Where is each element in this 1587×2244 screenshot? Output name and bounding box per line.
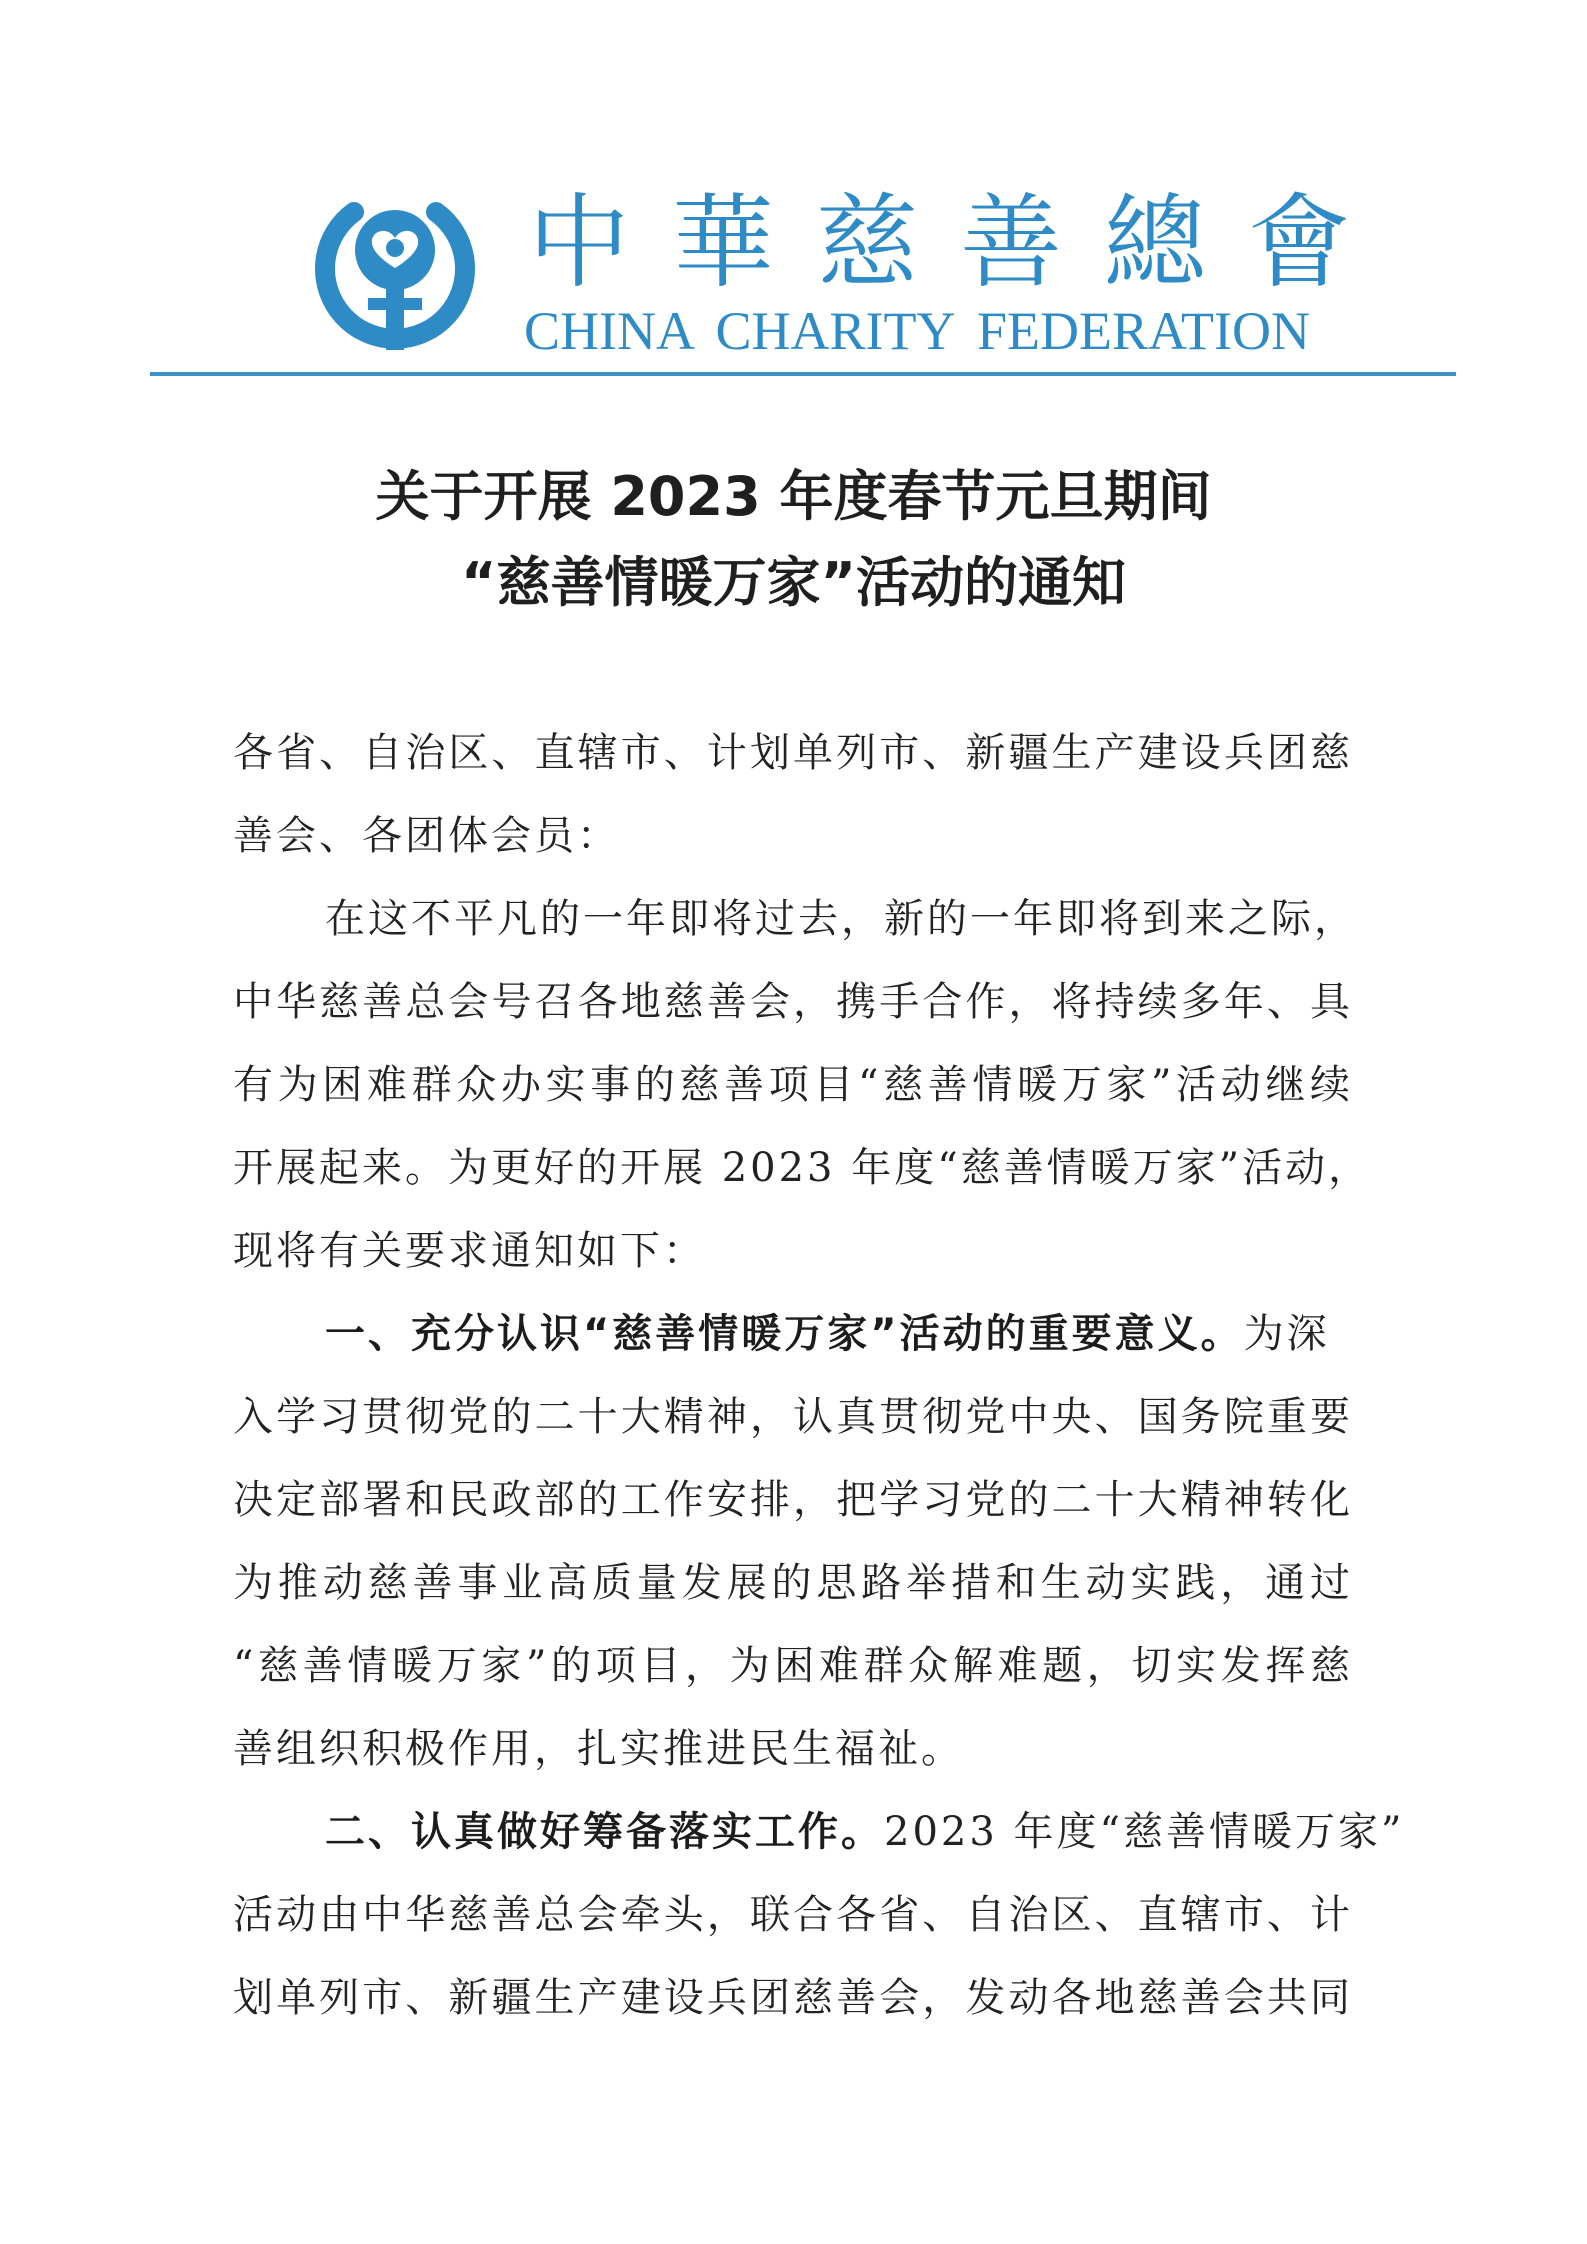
- section-1-first-line: [233, 1293, 1353, 1376]
- document-title-line1: 关于开展 2023 年度春节元旦期间: [375, 465, 1212, 528]
- paragraph-line: 活动由中华慈善总会牵头，联合各省、自治区、直辖市、计: [233, 1892, 1353, 1938]
- paragraph-line: 中华慈善总会号召各地慈善会，携手合作，将持续多年、具: [233, 979, 1353, 1025]
- section-2-heading: 二、认真做好筹备落实工作。: [325, 1809, 884, 1855]
- document-body: [233, 712, 1405, 2040]
- salutation-line: 各省、自治区、直辖市、计划单列市、新疆生产建设兵团慈: [233, 730, 1353, 776]
- section-1-heading: 一、充分认识“慈善情暖万家”活动的重要意义。: [325, 1311, 1244, 1357]
- paragraph-line: 为推动慈善事业高质量发展的思路举措和生动实践，通过: [233, 1560, 1353, 1606]
- section-2-first-line: [233, 1791, 1405, 1874]
- paragraph-line: 有为困难群众办实事的慈善项目“慈善情暖万家”活动继续: [233, 1062, 1353, 1108]
- section-2-text: 2023 年度“慈善情暖万家”: [884, 1809, 1405, 1855]
- paragraph-line: 划单列市、新疆生产建设兵团慈善会，发动各地慈善会共同: [233, 1975, 1353, 2021]
- paragraph-line: 善组织积极作用，扎实推进民生福祉。: [233, 1726, 964, 1772]
- document-title-line2: “慈善情暖万家”活动的通知: [461, 551, 1126, 614]
- letterhead-divider: [150, 372, 1456, 376]
- paragraph-line: 开展起来。为更好的开展 2023 年度“慈善情暖万家”活动，: [233, 1145, 1372, 1191]
- salutation-line: 善会、各团体会员：: [233, 813, 620, 859]
- org-name-cn: 中華慈善總會: [528, 184, 1392, 303]
- heart-charity-logo-icon: [310, 186, 480, 358]
- letterhead: [0, 0, 1587, 400]
- paragraph-line: 在这不平凡的一年即将过去，新的一年即将到来之际，: [325, 896, 1357, 942]
- paragraph-line: “慈善情暖万家”的项目，为困难群众解难题，切实发挥慈: [233, 1643, 1353, 1689]
- org-name-en: CHINA CHARITY FEDERATION: [524, 301, 1310, 361]
- paragraph-line: 入学习贯彻党的二十大精神，认真贯彻党中央、国务院重要: [233, 1394, 1353, 1440]
- paragraph-line: 决定部署和民政部的工作安排，把学习党的二十大精神转化: [233, 1477, 1353, 1523]
- paragraph-line: 现将有关要求通知如下：: [233, 1228, 706, 1274]
- section-1-text: 为深: [1243, 1311, 1330, 1357]
